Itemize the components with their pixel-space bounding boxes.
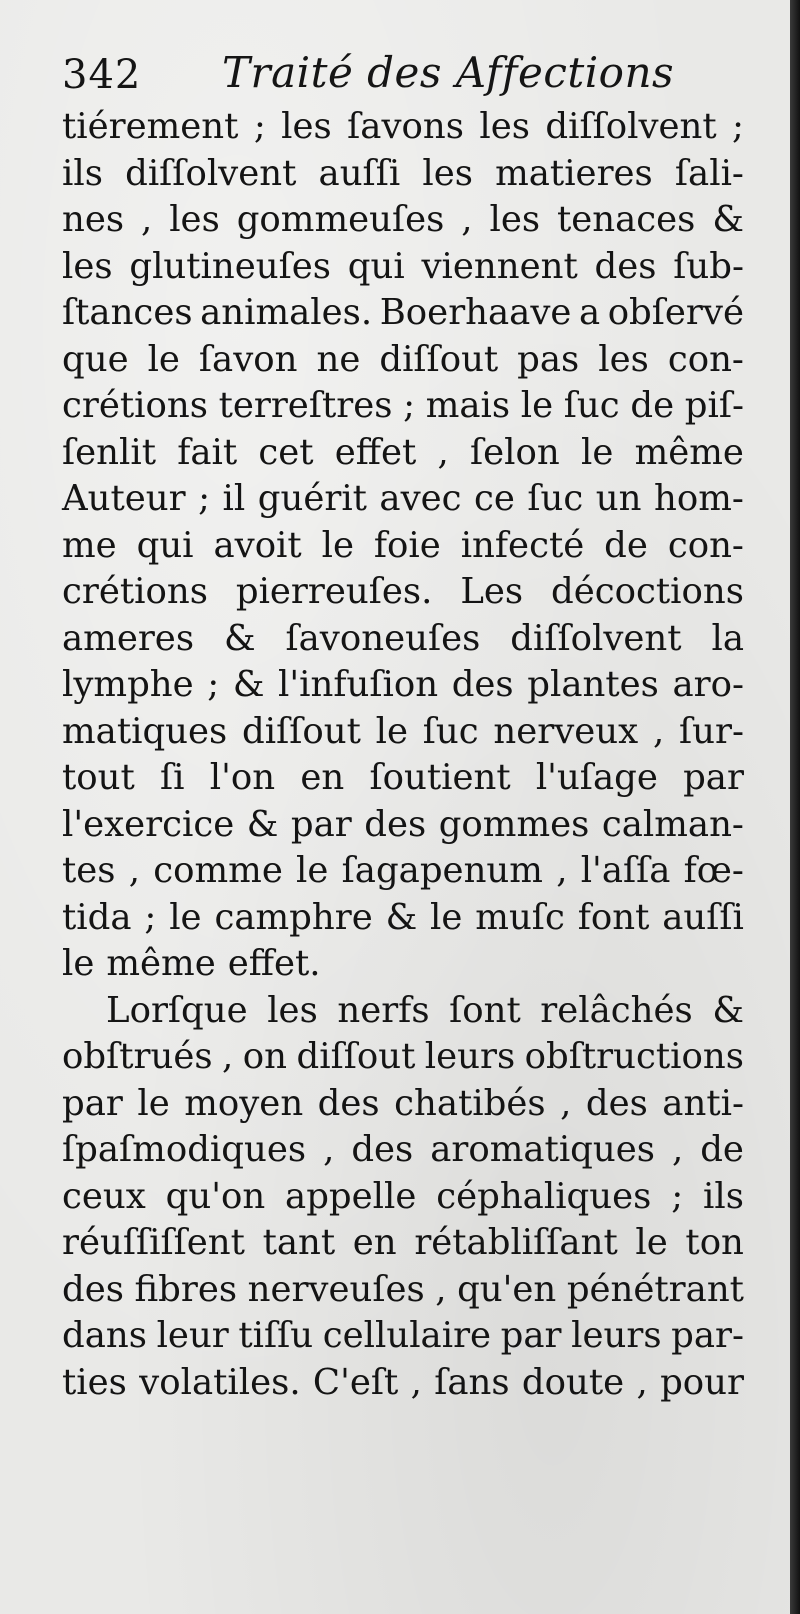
word: a [578, 292, 601, 333]
word: nerveux [493, 710, 639, 752]
word: , [671, 1129, 684, 1170]
word: le [430, 896, 463, 938]
word: ; [403, 385, 416, 426]
word: font [577, 896, 650, 938]
text-line [62, 1174, 744, 1221]
word: il [222, 478, 246, 519]
page-edge-shadow [790, 0, 800, 1614]
word: diſſout [379, 338, 499, 380]
word: plantes [527, 664, 659, 705]
word: les [479, 106, 530, 147]
text-line [62, 1267, 744, 1314]
word: ſelon [470, 431, 560, 473]
text-line [62, 1313, 744, 1360]
word: les [169, 199, 220, 240]
word: les [281, 106, 332, 147]
word: avoit [213, 524, 302, 566]
word: guérit [257, 478, 367, 519]
word: tida [62, 896, 132, 938]
word: Lorſque [106, 989, 248, 1031]
text-line [62, 848, 744, 895]
word: dans [62, 1315, 147, 1356]
word: des [364, 803, 427, 845]
word: l'on [209, 757, 276, 798]
word: qu'on [165, 1175, 266, 1217]
word: Auteur [62, 478, 186, 519]
word: ſavon [198, 338, 298, 380]
word: l'aſſa [580, 850, 671, 891]
word: les [598, 338, 649, 380]
word: réuſſiſſent [62, 1222, 245, 1263]
text-line [62, 430, 744, 477]
word: con- [667, 524, 744, 566]
running-title: Traité des Affections [222, 48, 675, 97]
word: obſtructions [524, 1036, 744, 1077]
word: diſſolvent [125, 152, 297, 194]
word: ſtances [62, 292, 193, 333]
word: leurs [424, 1036, 516, 1077]
word: le [62, 943, 95, 984]
word: Boerhaave [379, 292, 572, 333]
word: des [62, 1268, 124, 1310]
word: ; [207, 664, 220, 705]
word: nerfs [337, 989, 430, 1031]
text-line [62, 941, 744, 988]
word: volatiles. [139, 1361, 301, 1403]
word: anti- [662, 1082, 744, 1124]
word: nerveuſes [247, 1268, 425, 1310]
word: des [317, 1082, 380, 1124]
word: me [62, 524, 117, 566]
word: tant [262, 1222, 336, 1263]
word: chatibés [394, 1082, 546, 1124]
word: , [141, 199, 153, 240]
word: le [375, 710, 408, 752]
word: mais [425, 385, 511, 426]
word: ; [198, 478, 211, 519]
word: un [595, 478, 642, 519]
word: ſavoneuſes [285, 617, 481, 659]
word: de [700, 1129, 744, 1170]
word: lymphe [62, 664, 194, 705]
word: ſpaſmodiques [62, 1129, 307, 1170]
word: diſſout [296, 1036, 416, 1077]
word: des [585, 1082, 648, 1124]
word: tout [62, 757, 135, 798]
text-line [62, 895, 744, 942]
word: ſagapenum [341, 850, 543, 891]
word: & [712, 199, 744, 240]
word: comme [153, 850, 283, 891]
word: animales. [200, 292, 373, 333]
word: ; [253, 106, 266, 147]
word: fait [177, 431, 238, 473]
text-line [62, 755, 744, 802]
word: moyen [184, 1082, 304, 1124]
text-line [62, 290, 744, 337]
word: aromatiques [430, 1129, 655, 1170]
word: calman- [601, 803, 744, 845]
text-line [62, 104, 744, 151]
word: le [137, 1082, 170, 1124]
word: , [636, 1361, 648, 1403]
word: le [296, 850, 329, 891]
word: & [712, 989, 744, 1031]
word: , [222, 1036, 234, 1077]
word: pas [517, 338, 580, 380]
word: fibres [134, 1268, 238, 1310]
word: ameres [62, 617, 195, 659]
word: ne [316, 338, 361, 380]
page-header [62, 48, 762, 108]
word: que [62, 338, 129, 380]
word: tes [62, 850, 116, 891]
word: l'exercice [62, 803, 235, 845]
word: foie [373, 524, 441, 566]
word: des [351, 1129, 414, 1170]
word: rétabliſſant [414, 1222, 618, 1263]
word: Les [460, 571, 524, 612]
word: piſ- [684, 385, 744, 426]
word: pénétrant [566, 1268, 744, 1310]
word: effet [334, 431, 417, 473]
word: le [580, 431, 614, 473]
word: C'eſt [312, 1361, 399, 1403]
word: tenaces [556, 199, 696, 240]
word: ceux [62, 1175, 146, 1217]
word: les [267, 989, 318, 1031]
word: tiérement [62, 106, 239, 147]
word: , [435, 1268, 447, 1310]
word: doute [521, 1361, 625, 1403]
word: qui [347, 245, 405, 287]
word: ſub- [673, 245, 744, 287]
word: cellulaire [322, 1315, 492, 1356]
text-line [62, 709, 744, 756]
word: ſuc [563, 385, 620, 426]
word: des [451, 664, 514, 705]
word: , [437, 431, 449, 473]
word: & [223, 617, 256, 659]
word: auſſi [318, 152, 401, 194]
word: la [711, 617, 744, 659]
word: matieres [495, 152, 653, 194]
text-line [62, 1034, 744, 1081]
word: matiques [62, 710, 228, 752]
word: le [635, 1222, 668, 1263]
text-line [62, 1127, 744, 1174]
word: gommes [438, 803, 590, 845]
word: ſenlit [62, 431, 156, 473]
word: par [683, 757, 744, 798]
word: ſali- [674, 152, 744, 194]
word: ties [62, 1361, 127, 1403]
text-line [62, 802, 744, 849]
word: ſur- [678, 710, 744, 752]
text-line [62, 476, 744, 523]
word: diſſolvent [510, 617, 682, 659]
text-line [62, 337, 744, 384]
word: en [352, 1222, 397, 1263]
word: , [323, 1129, 335, 1170]
word: & [246, 803, 279, 845]
word: leur [156, 1315, 229, 1356]
word: obſtrués [62, 1036, 213, 1077]
word: , [461, 199, 473, 240]
word: obſervé [607, 292, 744, 333]
word: l'infuſion [278, 664, 439, 705]
text-line [62, 616, 744, 663]
word: par [62, 1082, 123, 1124]
word: ; [732, 106, 744, 147]
word: ſuc [422, 710, 479, 752]
word: les [489, 199, 541, 240]
word: avec [379, 478, 462, 519]
word: appelle [285, 1175, 417, 1217]
word: relâchés [540, 989, 693, 1031]
word: , [128, 850, 141, 891]
word: pierreuſes. [235, 571, 433, 612]
text-line [62, 988, 744, 1035]
word: nes [62, 199, 125, 240]
word: , [652, 710, 665, 752]
word: & [385, 896, 418, 938]
word: ils [703, 1175, 744, 1217]
word: ton [685, 1222, 744, 1263]
word: par [500, 1315, 562, 1356]
word: en [300, 757, 345, 798]
word: tiſſu [238, 1315, 314, 1356]
word: le [147, 338, 180, 380]
word: par- [671, 1315, 744, 1356]
word: par [290, 803, 352, 845]
word: ſoutient [369, 757, 511, 798]
word: les [422, 152, 473, 194]
text-line [62, 383, 744, 430]
word: , [410, 1361, 422, 1403]
word: terreſtres [218, 385, 393, 426]
word: , [560, 1082, 572, 1124]
word: ſuc [527, 478, 584, 519]
text-line [62, 1220, 744, 1267]
text-line [62, 151, 744, 198]
word: auſſi [662, 896, 744, 938]
word: viennent [421, 245, 578, 287]
word: même [106, 943, 216, 984]
word: con- [667, 338, 744, 380]
word: aro- [672, 664, 744, 705]
text-line [62, 523, 744, 570]
word: le [321, 524, 354, 566]
word: même [634, 431, 744, 473]
word: ſans [434, 1361, 510, 1403]
text-line [62, 662, 744, 709]
word: camphre [214, 896, 373, 938]
word: pour [660, 1361, 744, 1403]
word: cet [258, 431, 314, 473]
word: fœ- [683, 850, 744, 891]
text-line [62, 244, 744, 291]
word: muſc [475, 896, 565, 938]
word: le [169, 896, 202, 938]
word: leurs [571, 1315, 662, 1356]
word: diſſout [242, 710, 361, 752]
word: diſſolvent [545, 106, 717, 147]
text-line [62, 1081, 744, 1128]
text-line [62, 1360, 744, 1407]
word: de [630, 385, 675, 426]
word: hom- [654, 478, 744, 519]
text-line [62, 197, 744, 244]
word: on [242, 1036, 288, 1077]
word: ſi [160, 757, 185, 798]
word: gommeuſes [236, 199, 445, 240]
body-text [62, 104, 744, 1406]
text-line [62, 569, 744, 616]
word: des [594, 245, 657, 287]
word: ils [62, 152, 103, 194]
word: l'uſage [535, 757, 658, 798]
page-number: 342 [62, 52, 142, 98]
word: les [62, 245, 113, 287]
word: céphaliques [436, 1175, 652, 1217]
word: qu'en [457, 1268, 557, 1310]
word: effet. [227, 943, 321, 984]
word: ſont [449, 989, 521, 1031]
word: de [604, 524, 648, 566]
word: , [556, 850, 568, 891]
word: crétions [62, 571, 208, 612]
word: infecté [460, 524, 585, 566]
word: ; [144, 896, 157, 938]
word: qui [136, 524, 194, 566]
word: glutineuſes [129, 245, 332, 287]
word: décoctions [551, 571, 744, 612]
word: ; [671, 1175, 684, 1217]
word: ce [474, 478, 515, 519]
word: crétions [62, 385, 208, 426]
word: & [232, 664, 265, 705]
word: ſavons [347, 106, 464, 147]
word: le [520, 385, 554, 426]
